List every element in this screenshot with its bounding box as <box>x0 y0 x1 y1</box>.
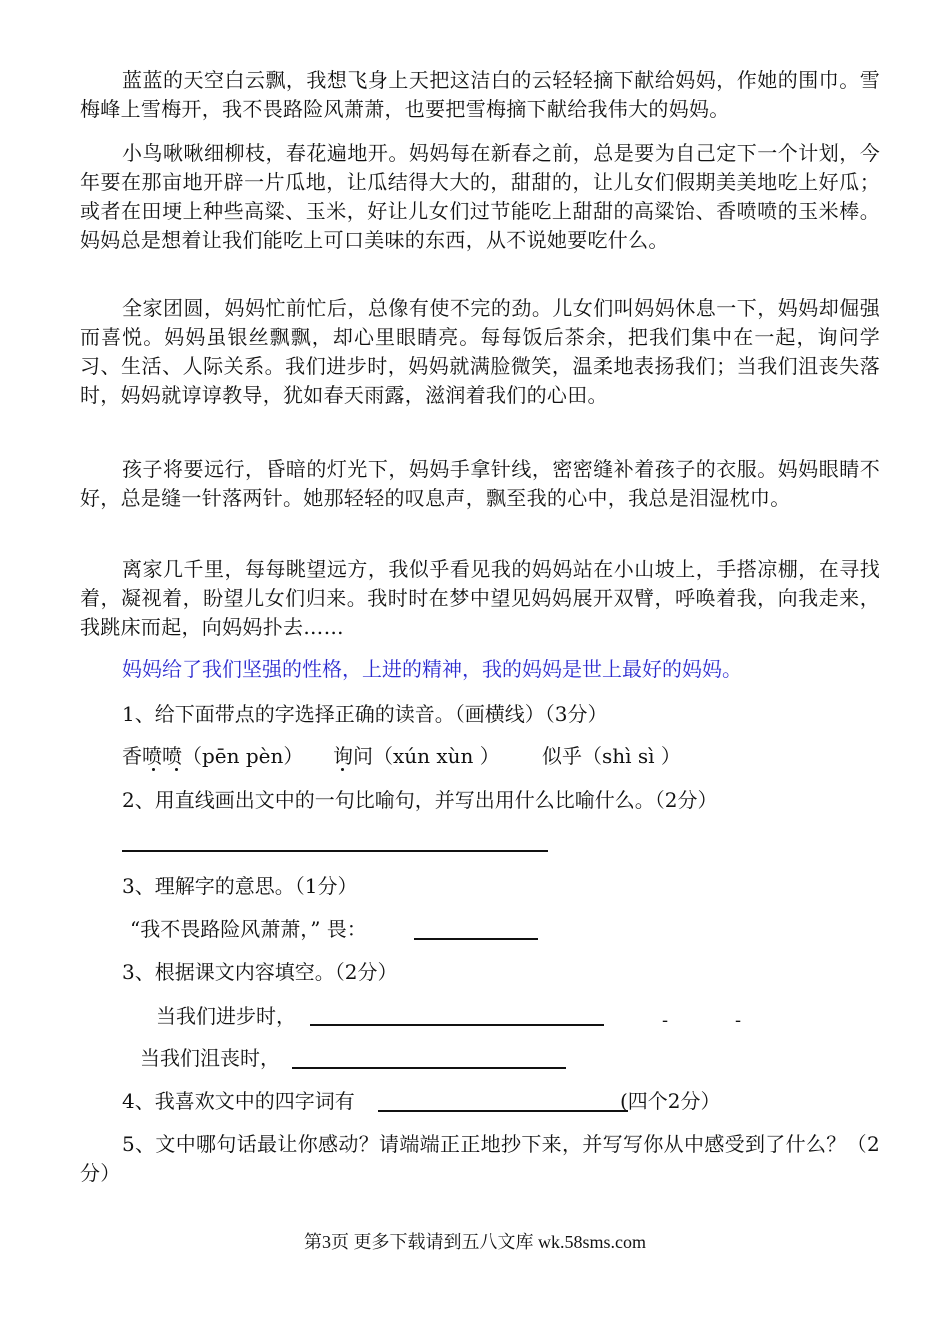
answer-line-q2[interactable] <box>122 850 548 852</box>
q1-item-xun: 询问（xún xùn ） <box>333 744 500 768</box>
emphasis-dot <box>341 768 344 771</box>
question-1-title: 1、给下面带点的字选择正确的读音。（画横线）（3分） <box>122 702 608 726</box>
question-3a-quote: “我不畏路险风萧萧，” 畏： <box>130 917 367 941</box>
q1-item-pen: 香喷喷（pēn pèn） <box>122 744 304 768</box>
paragraph-4: 孩子将要远行，昏暗的灯光下，妈妈手拿针线，密密缝补着孩子的衣服。妈妈眼睛不好，总是缝一针落两针。她那轻轻的叹息声，飘至我的心中，我总是泪湿枕巾。 <box>80 457 880 510</box>
q3b-line2-label: 当我们沮丧时， <box>140 1046 280 1070</box>
q3b-line1-label: 当我们进步时， <box>156 1004 296 1028</box>
answer-line-q3b-2[interactable] <box>292 1067 566 1069</box>
emphasis-dot <box>152 768 155 771</box>
question-4-after: (四个2分） <box>620 1089 721 1113</box>
q1-item-shi: 似乎（shì sì ） <box>542 744 681 768</box>
question-4-before: 4、我喜欢文中的四字词有 <box>122 1089 355 1113</box>
dash-mark: - <box>735 1010 742 1031</box>
paragraph-5: 离家几千里，每每眺望远方，我似乎看见我的妈妈站在小山坡上，手搭凉棚，在寻找着，凝视着，盼望儿女们归来。我时时在梦中望见妈妈展开双臂，呼唤着我，向我走来，我跳床而起，向妈妈扑去…… <box>80 557 880 639</box>
question-3b-title: 3、根据课文内容填空。（2分） <box>122 960 398 984</box>
emphasis-dot <box>175 768 178 771</box>
answer-line-q4[interactable] <box>378 1110 628 1112</box>
dash-mark: - <box>662 1010 669 1031</box>
paragraph-3: 全家团圆，妈妈忙前忙后，总像有使不完的劲。儿女们叫妈妈休息一下，妈妈却倔强而喜悦。妈妈虽银丝飘飘，却心里眼睛亮。每每饭后茶余，把我们集中在一起，询问学习、生活、人际关系。我们进步时，妈妈就满脸微笑，温柔地表扬我们；当我们沮丧失落时，妈妈就谆谆教导，犹如春天雨露，滋润着我们的心田。 <box>80 296 880 407</box>
answer-line-q3b-1[interactable] <box>310 1024 604 1026</box>
answer-line-q3a[interactable] <box>414 938 538 940</box>
paragraph-1: 蓝蓝的天空白云飘，我想飞身上天把这洁白的云轻轻摘下献给妈妈，作她的围巾。雪梅峰上雪梅开，我不畏路险风萧萧，也要把雪梅摘下献给我伟大的妈妈。 <box>80 68 880 121</box>
page-footer: 第3页 更多下载请到五八文库 wk.58sms.com <box>304 1232 646 1252</box>
question-3a-title: 3、理解字的意思。（1分） <box>122 874 358 898</box>
conclusion-sentence: 妈妈给了我们坚强的性格，上进的精神，我的妈妈是世上最好的妈妈。 <box>122 657 742 681</box>
question-2-title: 2、用直线画出文中的一句比喻句，并写出用什么比喻什么。（2分） <box>122 788 718 812</box>
paragraph-2: 小鸟啾啾细柳枝，春花遍地开。妈妈每在新春之前，总是要为自己定下一个计划，今年要在那亩地开辟一片瓜地，让瓜结得大大的，甜甜的，让儿女们假期美美地吃上好瓜；或者在田埂上种些高粱、玉米，好让儿女们过节能吃上甜甜的高粱饴、香喷喷的玉米棒。妈妈总是想着让我们能吃上可口美味的东西，从不说她要吃什么。 <box>80 141 880 252</box>
question-5-title: 5、文中哪句话最让你感动？请端端正正地抄下来，并写写你从中感受到了什么？（2分） <box>80 1132 880 1185</box>
